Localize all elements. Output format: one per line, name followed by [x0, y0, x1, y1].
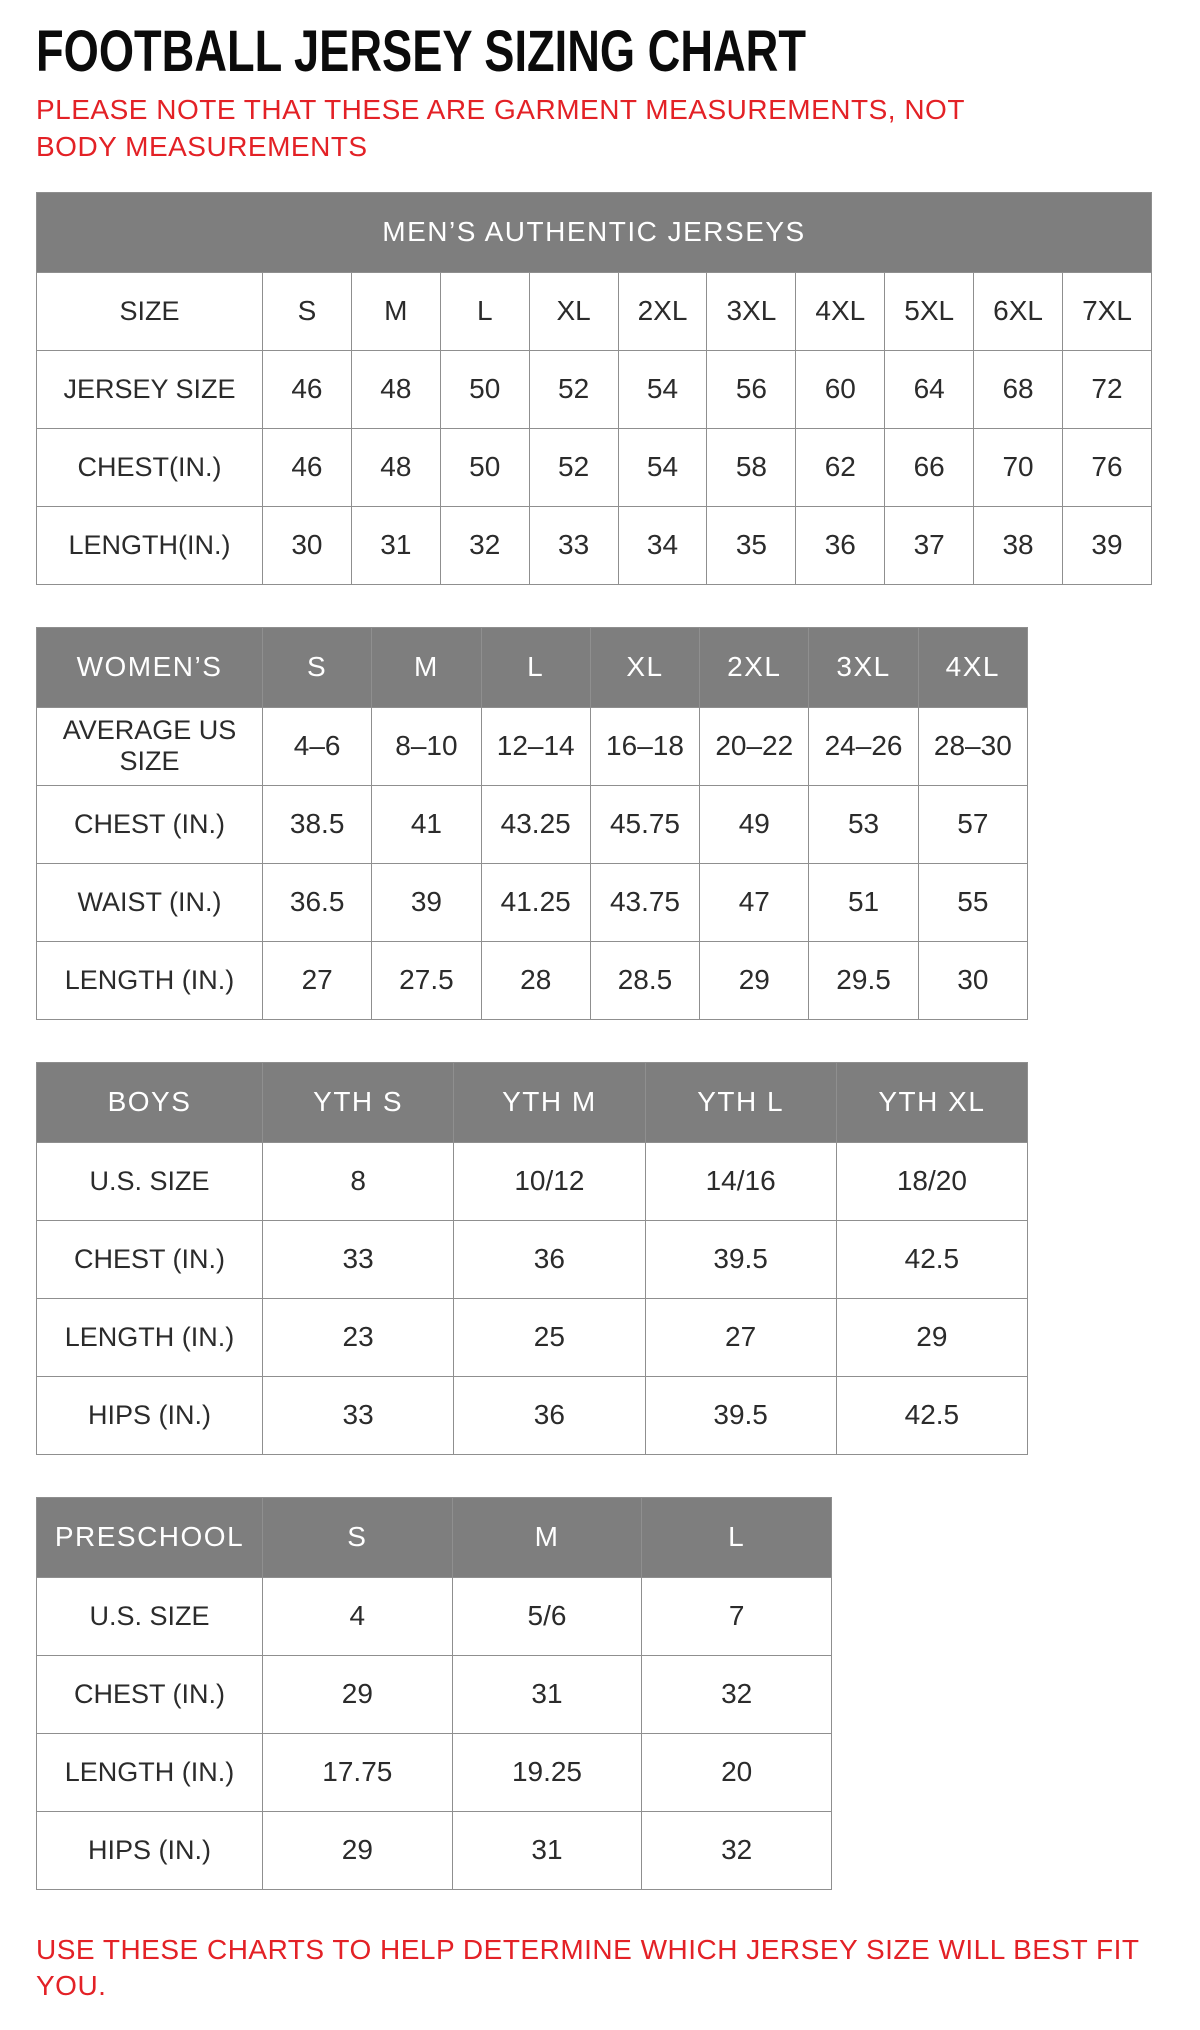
mens-value-cell: 7XL: [1063, 272, 1152, 350]
preschool-value-cell: 19.25: [452, 1733, 642, 1811]
womens-value-cell: 51: [809, 863, 918, 941]
mens-row-label: SIZE: [37, 272, 263, 350]
preschool-value-cell: 7: [642, 1577, 832, 1655]
mens-data-row: [37, 506, 1152, 584]
womens-row-label: WAIST (IN.): [37, 863, 263, 941]
mens-data-row: [37, 350, 1152, 428]
womens-size-header-cell: XL: [590, 627, 699, 707]
preschool-size-header-cell: M: [452, 1497, 642, 1577]
mens-value-cell: 3XL: [707, 272, 796, 350]
boys-row-label: U.S. SIZE: [37, 1142, 263, 1220]
boys-value-cell: 33: [263, 1376, 454, 1454]
mens-value-cell: 68: [974, 350, 1063, 428]
womens-value-cell: 28: [481, 941, 590, 1019]
womens-sizing-table: [36, 627, 1028, 1020]
boys-value-cell: 39.5: [645, 1220, 836, 1298]
womens-value-cell: 12–14: [481, 707, 590, 785]
mens-table-section: [36, 192, 1164, 585]
mens-row-label: JERSEY SIZE: [37, 350, 263, 428]
womens-value-cell: 45.75: [590, 785, 699, 863]
boys-size-header-cell: YTH L: [645, 1062, 836, 1142]
preschool-value-cell: 20: [642, 1733, 832, 1811]
preschool-data-row: [37, 1811, 832, 1889]
mens-value-cell: 70: [974, 428, 1063, 506]
boys-value-cell: 36: [454, 1376, 645, 1454]
womens-value-cell: 27.5: [372, 941, 481, 1019]
mens-value-cell: 50: [440, 350, 529, 428]
boys-value-cell: 36: [454, 1220, 645, 1298]
womens-data-row: [37, 785, 1028, 863]
preschool-value-cell: 4: [263, 1577, 453, 1655]
womens-value-cell: 8–10: [372, 707, 481, 785]
boys-value-cell: 10/12: [454, 1142, 645, 1220]
womens-value-cell: 49: [700, 785, 809, 863]
mens-value-cell: 33: [529, 506, 618, 584]
mens-sizing-table: [36, 192, 1152, 585]
womens-value-cell: 29.5: [809, 941, 918, 1019]
boys-size-header-cell: YTH S: [263, 1062, 454, 1142]
mens-value-cell: 48: [351, 350, 440, 428]
preschool-data-row: [37, 1733, 832, 1811]
preschool-header-row: [37, 1497, 832, 1577]
mens-value-cell: 34: [618, 506, 707, 584]
mens-value-cell: XL: [529, 272, 618, 350]
womens-value-cell: 57: [918, 785, 1027, 863]
womens-value-cell: 4–6: [263, 707, 372, 785]
boys-value-cell: 23: [263, 1298, 454, 1376]
womens-value-cell: 43.75: [590, 863, 699, 941]
boys-value-cell: 14/16: [645, 1142, 836, 1220]
mens-value-cell: 58: [707, 428, 796, 506]
womens-size-header-cell: S: [263, 627, 372, 707]
womens-value-cell: 36.5: [263, 863, 372, 941]
womens-value-cell: 28–30: [918, 707, 1027, 785]
preschool-row-label: CHEST (IN.): [37, 1655, 263, 1733]
mens-data-row: [37, 428, 1152, 506]
mens-value-cell: 66: [885, 428, 974, 506]
womens-size-header-cell: 4XL: [918, 627, 1027, 707]
mens-value-cell: 5XL: [885, 272, 974, 350]
womens-row-label: AVERAGE US SIZE: [37, 707, 263, 785]
mens-header-row: [37, 192, 1152, 272]
preschool-table-section: [36, 1497, 1164, 1890]
womens-data-row: [37, 863, 1028, 941]
boys-data-row: [37, 1142, 1028, 1220]
preschool-value-cell: 17.75: [263, 1733, 453, 1811]
mens-row-label: CHEST(IN.): [37, 428, 263, 506]
womens-size-header-cell: M: [372, 627, 481, 707]
preschool-data-row: [37, 1577, 832, 1655]
womens-value-cell: 16–18: [590, 707, 699, 785]
page-title: FOOTBALL JERSEY SIZING CHART: [36, 19, 806, 84]
boys-value-cell: 39.5: [645, 1376, 836, 1454]
boys-table-title: BOYS: [37, 1062, 263, 1142]
boys-value-cell: 42.5: [836, 1220, 1027, 1298]
womens-size-header-cell: 3XL: [809, 627, 918, 707]
boys-row-label: LENGTH (IN.): [37, 1298, 263, 1376]
mens-value-cell: 6XL: [974, 272, 1063, 350]
preschool-value-cell: 31: [452, 1811, 642, 1889]
mens-value-cell: 62: [796, 428, 885, 506]
mens-value-cell: 52: [529, 428, 618, 506]
boys-value-cell: 18/20: [836, 1142, 1027, 1220]
mens-value-cell: 76: [1063, 428, 1152, 506]
preschool-value-cell: 5/6: [452, 1577, 642, 1655]
boys-data-row: [37, 1376, 1028, 1454]
mens-row-label: LENGTH(IN.): [37, 506, 263, 584]
mens-table-title: MEN’S AUTHENTIC JERSEYS: [37, 192, 1152, 272]
womens-table-title: WOMEN’S: [37, 627, 263, 707]
preschool-sizing-table: [36, 1497, 832, 1890]
boys-value-cell: 33: [263, 1220, 454, 1298]
mens-value-cell: 72: [1063, 350, 1152, 428]
preschool-row-label: HIPS (IN.): [37, 1811, 263, 1889]
mens-value-cell: 54: [618, 428, 707, 506]
mens-value-cell: 50: [440, 428, 529, 506]
womens-value-cell: 55: [918, 863, 1027, 941]
womens-table-section: [36, 627, 1164, 1020]
mens-value-cell: 31: [351, 506, 440, 584]
boys-data-row: [37, 1298, 1028, 1376]
womens-value-cell: 20–22: [700, 707, 809, 785]
mens-value-cell: 64: [885, 350, 974, 428]
preschool-row-label: LENGTH (IN.): [37, 1733, 263, 1811]
preschool-row-label: U.S. SIZE: [37, 1577, 263, 1655]
womens-value-cell: 28.5: [590, 941, 699, 1019]
boys-value-cell: 25: [454, 1298, 645, 1376]
garment-measurement-note: PLEASE NOTE THAT THESE ARE GARMENT MEASUREMENTS, NOT BODY MEASUREMENTS: [36, 93, 965, 162]
mens-value-cell: S: [263, 272, 352, 350]
boys-value-cell: 29: [836, 1298, 1027, 1376]
boys-header-row: [37, 1062, 1028, 1142]
boys-value-cell: 8: [263, 1142, 454, 1220]
boys-value-cell: 42.5: [836, 1376, 1027, 1454]
preschool-size-header-cell: L: [642, 1497, 832, 1577]
womens-value-cell: 53: [809, 785, 918, 863]
boys-size-header-cell: YTH M: [454, 1062, 645, 1142]
womens-value-cell: 27: [263, 941, 372, 1019]
mens-value-cell: 38: [974, 506, 1063, 584]
mens-value-cell: 39: [1063, 506, 1152, 584]
preschool-value-cell: 32: [642, 1811, 832, 1889]
womens-size-header-cell: 2XL: [700, 627, 809, 707]
mens-value-cell: 56: [707, 350, 796, 428]
preschool-data-row: [37, 1655, 832, 1733]
boys-row-label: HIPS (IN.): [37, 1376, 263, 1454]
mens-value-cell: 2XL: [618, 272, 707, 350]
womens-row-label: LENGTH (IN.): [37, 941, 263, 1019]
mens-value-cell: 32: [440, 506, 529, 584]
womens-value-cell: 30: [918, 941, 1027, 1019]
preschool-table-title: PRESCHOOL: [37, 1497, 263, 1577]
womens-value-cell: 38.5: [263, 785, 372, 863]
mens-value-cell: 37: [885, 506, 974, 584]
boys-row-label: CHEST (IN.): [37, 1220, 263, 1298]
womens-value-cell: 41.25: [481, 863, 590, 941]
womens-data-row: [37, 941, 1028, 1019]
preschool-value-cell: 32: [642, 1655, 832, 1733]
boys-value-cell: 27: [645, 1298, 836, 1376]
womens-value-cell: 39: [372, 863, 481, 941]
preschool-value-cell: 29: [263, 1655, 453, 1733]
mens-value-cell: 60: [796, 350, 885, 428]
mens-value-cell: 4XL: [796, 272, 885, 350]
mens-value-cell: 46: [263, 428, 352, 506]
womens-value-cell: 41: [372, 785, 481, 863]
womens-value-cell: 24–26: [809, 707, 918, 785]
womens-row-label: CHEST (IN.): [37, 785, 263, 863]
boys-size-header-cell: YTH XL: [836, 1062, 1027, 1142]
fit-advice-footer: USE THESE CHARTS TO HELP DETERMINE WHICH JERSEY SIZE WILL BEST FIT YOU.: [36, 1933, 1139, 2002]
mens-value-cell: M: [351, 272, 440, 350]
mens-value-cell: 52: [529, 350, 618, 428]
womens-value-cell: 47: [700, 863, 809, 941]
womens-value-cell: 43.25: [481, 785, 590, 863]
boys-table-section: [36, 1062, 1164, 1455]
mens-value-cell: 48: [351, 428, 440, 506]
preschool-value-cell: 31: [452, 1655, 642, 1733]
mens-value-cell: 54: [618, 350, 707, 428]
mens-value-cell: L: [440, 272, 529, 350]
mens-value-cell: 36: [796, 506, 885, 584]
boys-data-row: [37, 1220, 1028, 1298]
womens-value-cell: 29: [700, 941, 809, 1019]
preschool-value-cell: 29: [263, 1811, 453, 1889]
preschool-size-header-cell: S: [263, 1497, 453, 1577]
mens-value-cell: 46: [263, 350, 352, 428]
mens-value-cell: 35: [707, 506, 796, 584]
womens-data-row: [37, 707, 1028, 785]
boys-sizing-table: [36, 1062, 1028, 1455]
mens-data-row: [37, 272, 1152, 350]
womens-header-row: [37, 627, 1028, 707]
mens-value-cell: 30: [263, 506, 352, 584]
womens-size-header-cell: L: [481, 627, 590, 707]
